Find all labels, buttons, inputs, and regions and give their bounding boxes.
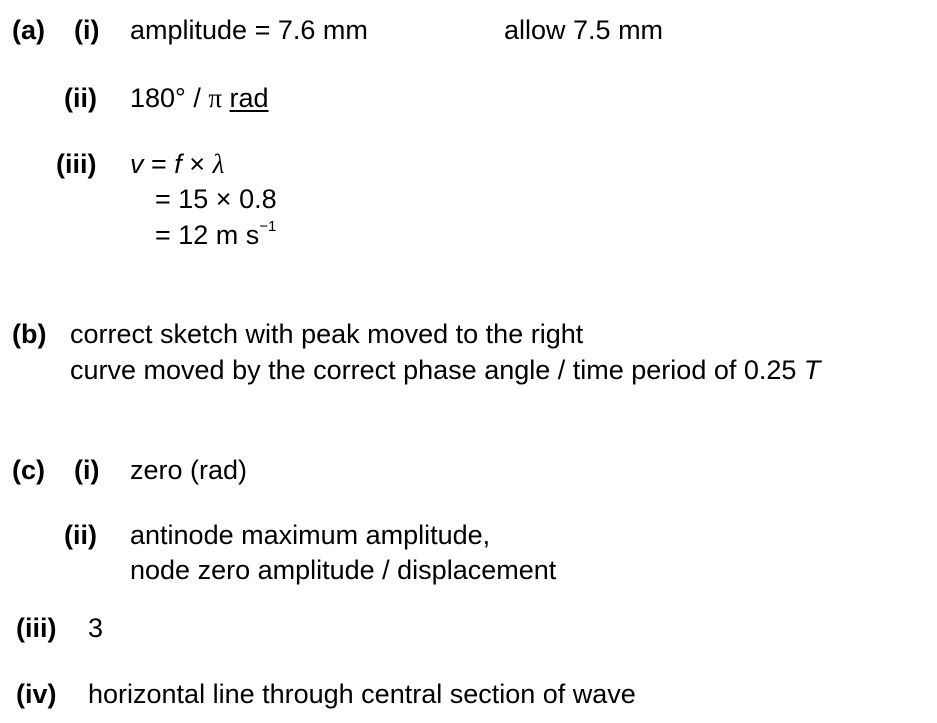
part-b-label: (b) xyxy=(12,319,47,349)
period-symbol: T xyxy=(803,355,821,385)
part-a-iii-line3 xyxy=(155,218,277,250)
part-a-ii-unit: rad xyxy=(229,83,269,113)
part-b-line1: correct sketch with peak moved to the right xyxy=(70,319,584,349)
part-c-i-answer: zero (rad) xyxy=(130,455,248,485)
part-b-line2 xyxy=(70,357,820,384)
part-c-ii-line1: antinode maximum amplitude, xyxy=(130,520,491,550)
part-c-i-label: (i) xyxy=(74,455,100,485)
part-c-iv-answer: horizontal line through central section of wave xyxy=(88,679,636,709)
part-c-ii-label: (ii) xyxy=(64,520,97,550)
equals-sign: = xyxy=(143,149,175,179)
part-a-i-answer: amplitude = 7.6 mm xyxy=(130,15,368,45)
part-a-label: (a) xyxy=(12,15,45,45)
part-c-ii-line2: node zero amplitude / displacement xyxy=(130,555,557,585)
part-b-line2-text: curve moved by the correct phase angle / time period of 0.25 xyxy=(70,355,804,385)
times-sign: × xyxy=(181,149,213,179)
var-f: f xyxy=(174,149,182,179)
part-a-ii-prefix: 180° / xyxy=(130,83,209,113)
part-a-ii-label: (ii) xyxy=(64,83,97,113)
part-c-label: (c) xyxy=(12,455,45,485)
part-a-ii-answer xyxy=(130,85,269,112)
part-c-iv-label: (iv) xyxy=(16,679,57,709)
part-a-iii-equation xyxy=(130,151,224,178)
var-v: v xyxy=(130,149,144,179)
var-lambda: λ xyxy=(212,149,225,179)
pi-symbol: π xyxy=(208,83,222,113)
part-a-iii-line2: = 15 × 0.8 xyxy=(155,184,277,214)
part-a-i-label: (i) xyxy=(74,15,100,45)
exponent: −1 xyxy=(259,218,277,235)
part-c-iii-label: (iii) xyxy=(16,613,57,643)
part-a-i-note: allow 7.5 mm xyxy=(504,15,664,45)
part-c-iii-answer: 3 xyxy=(88,613,104,643)
part-a-iii-label: (iii) xyxy=(56,149,97,179)
part-a-iii-result: = 12 m s xyxy=(155,220,260,250)
